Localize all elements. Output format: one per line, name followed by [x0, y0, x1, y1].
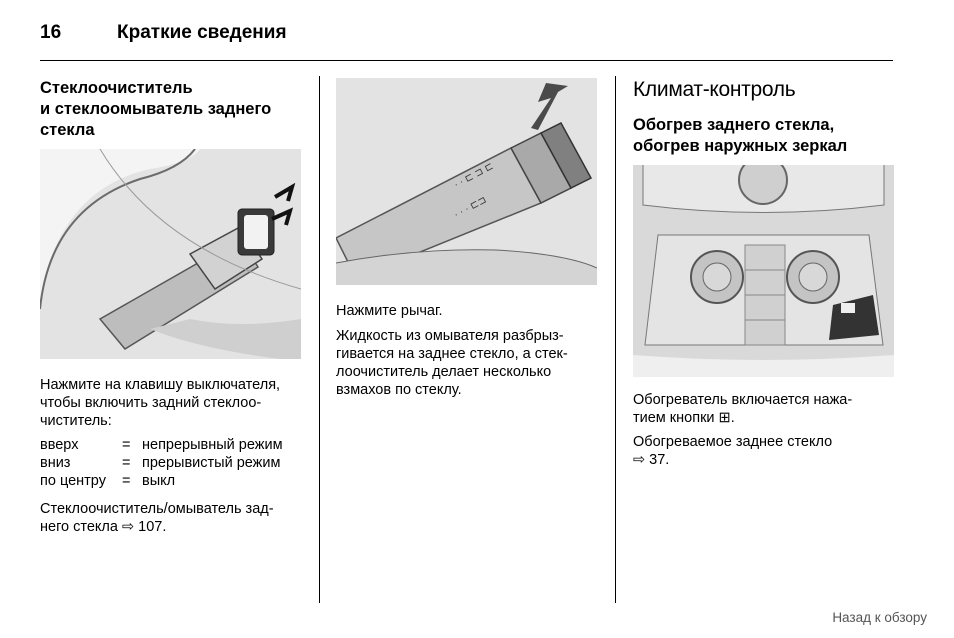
wiper-lever-illustration: [336, 78, 597, 285]
setting-position: вверх: [40, 437, 79, 453]
setting-mode: непрерывный режим: [142, 437, 283, 453]
svg-text:· · ⊏ ⊐ ⊏: · · ⊏ ⊐ ⊏: [452, 160, 496, 191]
wiper-settings-table: [40, 436, 283, 490]
setting-separator: =: [122, 473, 131, 489]
column-divider: [319, 76, 320, 603]
setting-row: [40, 454, 283, 472]
back-to-overview-link[interactable]: Назад к обзору: [832, 610, 927, 625]
page-number: 16: [40, 22, 62, 43]
setting-position: вниз: [40, 455, 71, 471]
heater-activation-text: Обогреватель включается нажа- тием кнопки ⊞.: [633, 392, 853, 426]
setting-position: по центру: [40, 473, 106, 489]
washer-description-text: Жидкость из омывателя разбрыз- гивается на заднее стекло, а стек- лоочиститель делает несколько взмахов по стеклу.: [336, 328, 568, 398]
climate-control-section: [633, 78, 895, 469]
press-lever-text: Нажмите рычаг.: [336, 303, 443, 319]
setting-mode: выкл: [142, 473, 176, 489]
rear-wiper-heading: Стеклоочиститель и стеклоомыватель заднего стекла: [40, 79, 272, 139]
wiper-switch-illustration: [40, 149, 301, 359]
setting-row: [40, 472, 283, 490]
climate-panel-illustration: [633, 165, 894, 377]
heated-window-reference: Обогреваемое заднее стекло ⇨ 37.: [633, 434, 833, 468]
wiper-reference-text: Стеклоочиститель/омыватель зад- него стекла ⇨ 107.: [40, 501, 274, 535]
setting-separator: =: [122, 455, 131, 471]
wiper-lever-section: [336, 78, 598, 399]
section-title: Краткие сведения: [117, 22, 287, 43]
column-divider: [615, 76, 616, 603]
setting-mode: прерывистый режим: [142, 455, 281, 471]
setting-row: [40, 436, 283, 454]
climate-control-title: Климат-контроль: [633, 78, 796, 101]
page-header: [40, 20, 893, 61]
heated-rear-window-heading: Обогрев заднего стекла, обогрев наружных зеркал: [633, 116, 848, 155]
rear-wiper-section: [40, 78, 305, 536]
wiper-intro-text: Нажмите на клавишу выключателя, чтобы включить задний стеклоо- чиститель:: [40, 377, 281, 429]
svg-text:· · · ⊏⊐: · · · ⊏⊐: [452, 194, 489, 221]
setting-separator: =: [122, 437, 131, 453]
